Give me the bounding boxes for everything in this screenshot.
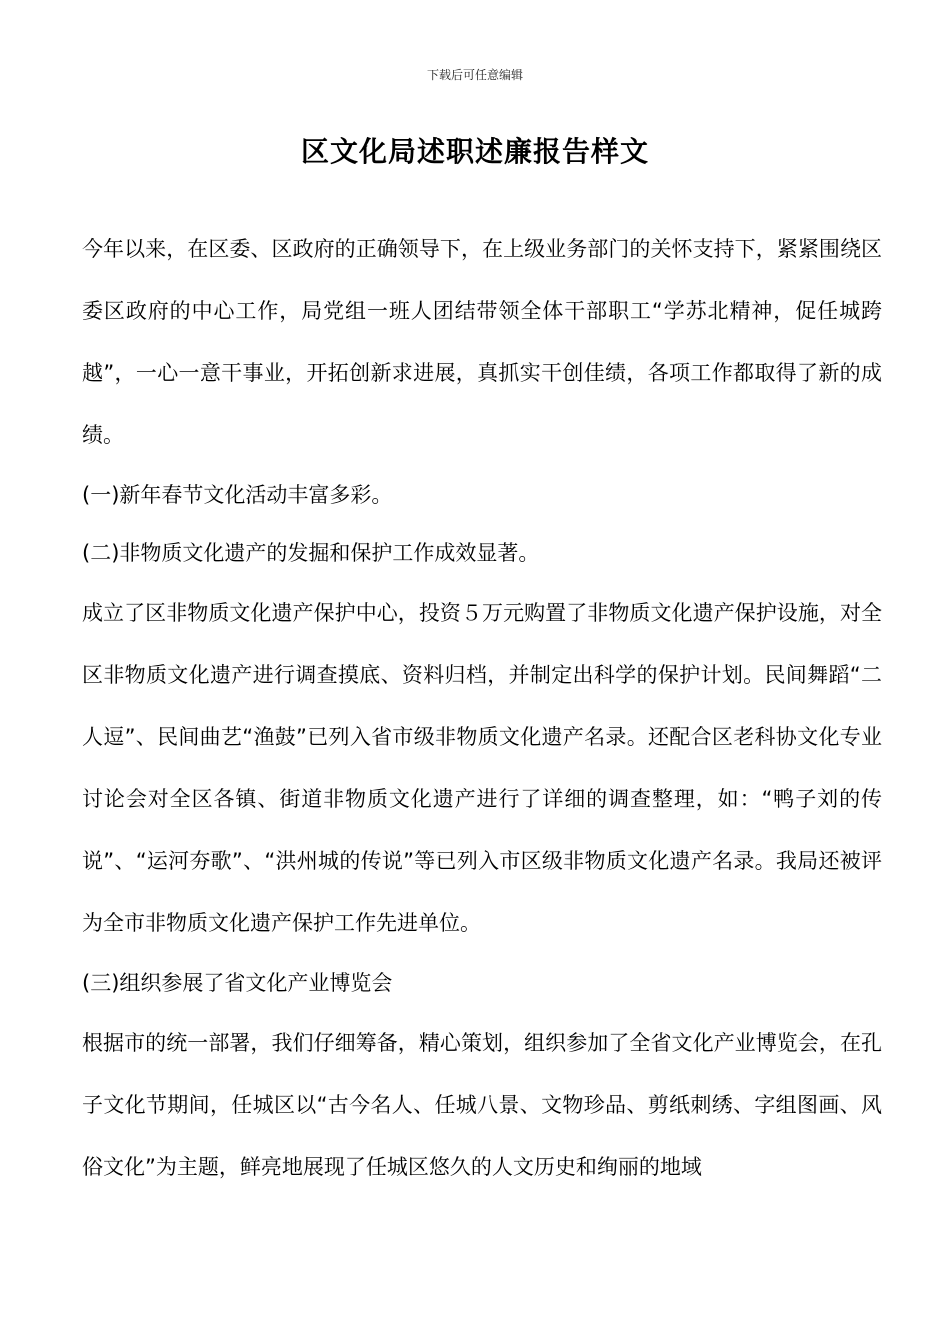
- paragraph-intro: 今年以来，在区委、区政府的正确领导下，在上级业务部门的关怀支持下，紧紧围绕区委区政府的中心工作，局党组一班人团结带领全体干部职工“学苏北精神，促任城跨越”，一心一意干事业，开拓创新求进展，真抓实干创佳绩，各项工作都取得了新的成绩。: [82, 237, 882, 447]
- document-title: 区文化局述职述廉报告样文: [300, 135, 649, 168]
- section-heading-1: (一)新年春节文化活动丰富多彩。: [82, 483, 393, 507]
- header-note: 下载后可任意编辑: [426, 68, 523, 82]
- document-body: [82, 218, 882, 1198]
- paragraph-expo: 根据市的统一部署，我们仔细筹备，精心策划，组织参加了全省文化产业博览会，在孔子文化节期间，任城区以“古今名人、任城八景、文物珍品、剪纸刺绣、字组图画、风俗文化”为主题，鲜亮地展现了任城区悠久的人文历史和绚丽的地域: [82, 1031, 882, 1179]
- section-heading-2: (二)非物质文化遗产的发掘和保护工作成效显著。: [82, 541, 540, 565]
- paragraph-heritage: 成立了区非物质文化遗产保护中心，投资５万元购置了非物质文化遗产保护设施，对全区非物质文化遗产进行调查摸底、资料归档，并制定出科学的保护计划。民间舞蹈“二人逗”、民间曲艺“渔鼓”已列入省市级非物质文化遗产名录。还配合区老科协文化专业讨论会对全区各镇、街道非物质文化遗产进行了详细的调查整理，如：“鸭子刘的传说”、“运河夯歌”、“洪州城的传说”等已列入市区级非物质文化遗产名录。我局还被评为全市非物质文化遗产保护工作先进单位。: [82, 601, 882, 935]
- section-heading-3: (三)组织参展了省文化产业博览会: [82, 971, 393, 995]
